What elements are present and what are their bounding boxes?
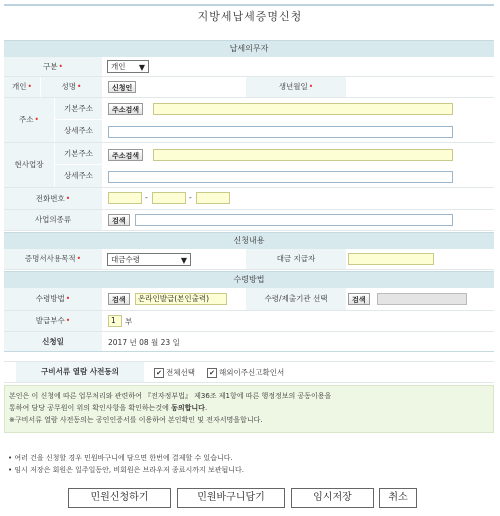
row-phone [4,188,494,210]
applicant-button[interactable]: 신청인 [108,81,136,93]
row-business [4,143,494,188]
birth-label: 생년월일• [246,77,346,97]
notice-line-3: ※구비서류 열람 사전동의는 공인인증서를 이용하여 본인확인 및 전자서명을합니다. [9,416,263,424]
row-name [4,77,494,98]
consent-notice [4,385,494,433]
payer-input[interactable] [348,253,434,265]
method-search-button[interactable]: 검색 [108,293,130,305]
consent-select-all[interactable]: ✔ 전체선택 [154,367,195,378]
footnote-temp-save: • 임시 저장은 회원은 일주일동안, 비회원은 브라우저 종료시까지 보관됩니다. [8,466,245,474]
row-copies [4,311,494,332]
biztype-label: 사업의종류 [4,210,102,230]
page-title: 지방세납세증명신청 [197,10,303,23]
name-label: 성명• [41,77,102,97]
purpose-select[interactable]: 대금수령 ▼ [107,253,191,266]
agency-search-button[interactable]: 검색 [348,293,370,305]
section-receipt-title: 수령방법 [233,275,265,284]
copies-label: 발급부수• [4,311,102,331]
address-basic-input[interactable] [153,103,453,115]
submit-button[interactable]: 민원신청하기 [68,488,171,508]
phone-dash-1: - [145,193,148,202]
section-taxpayer-header [4,40,494,57]
address-label: 주소• [4,98,54,142]
biztype-search-button[interactable]: 검색 [108,214,130,226]
business-address-search-button[interactable]: 주소검색 [108,149,143,161]
checkbox-checked-icon[interactable]: ✔ [154,368,164,378]
notice-line-1: 본인은 이 신청에 따른 업무처리와 관련하여 『전자정부법』 제36조 제1항에 따른 행정정보의 공동이용을 [9,392,332,400]
date-label: 신청일 [4,332,102,351]
row-method [4,288,494,311]
row-consent [4,361,494,383]
basic-address-label: 기본주소 [55,98,102,119]
temp-save-button[interactable]: 임시저장 [291,488,374,508]
consent-overseas[interactable]: ✔ 해외이주신고확인서 [207,367,284,378]
business-detail-input[interactable] [108,171,453,183]
phone-input-1[interactable] [108,192,142,204]
section-request-title: 신청내용 [233,236,265,245]
phone-label: 전화번호• [4,188,102,209]
consent-label: 구비서류 열람 사전동의 [16,362,144,382]
method-label: 수령방법• [4,288,102,310]
business-label: 현사업장 [4,143,54,187]
phone-input-2[interactable] [152,192,186,204]
phone-input-3[interactable] [196,192,230,204]
notice-line-2: 통하여 담당 공무원이 위의 확인사항을 확인하는것에 동의합니다. [9,404,208,412]
row-date [4,332,494,352]
phone-dash-2: - [189,193,192,202]
biztype-input[interactable] [135,214,453,226]
business-detail-label: 상세주소 [55,165,102,187]
business-basic-input[interactable] [153,149,453,161]
purpose-label: 증명서사용목적• [4,249,102,269]
type-select[interactable]: 개인 ▼ [107,60,149,73]
method-value[interactable]: 온라인발급(본인출력) [135,293,227,305]
row-purpose [4,249,494,270]
detail-address-label: 상세주소 [55,120,102,142]
person-label: 개인• [4,77,40,97]
section-receipt-header [4,271,494,288]
type-label: 구분• [4,57,102,76]
address-search-button[interactable]: 주소검색 [108,103,143,115]
date-value: 2017 년 08 월 23 일 [108,338,180,347]
agency-label: 수령/제출기관 선택 [246,288,346,310]
row-address [4,98,494,143]
agency-input[interactable] [377,293,467,305]
payer-label: 대금 지급자 [246,249,346,269]
add-to-basket-button[interactable]: 민원바구니담기 [177,488,285,508]
copies-input[interactable]: 1 [108,315,122,327]
business-basic-label: 기본주소 [55,143,102,164]
section-taxpayer-title: 납세의무자 [229,44,269,53]
address-detail-input[interactable] [108,126,453,138]
chevron-down-icon: ▼ [138,63,145,72]
footnote-basket: • 여러 건을 신청할 경우 민원바구니에 담으면 한번에 결제할 수 있습니다. [8,454,233,462]
chevron-down-icon: ▼ [180,256,187,265]
copies-unit: 부 [125,317,133,326]
checkbox-checked-icon[interactable]: ✔ [207,368,217,378]
section-request-header [4,232,494,249]
cancel-button[interactable]: 취소 [379,488,417,508]
row-type [4,57,494,77]
row-biztype [4,210,494,231]
